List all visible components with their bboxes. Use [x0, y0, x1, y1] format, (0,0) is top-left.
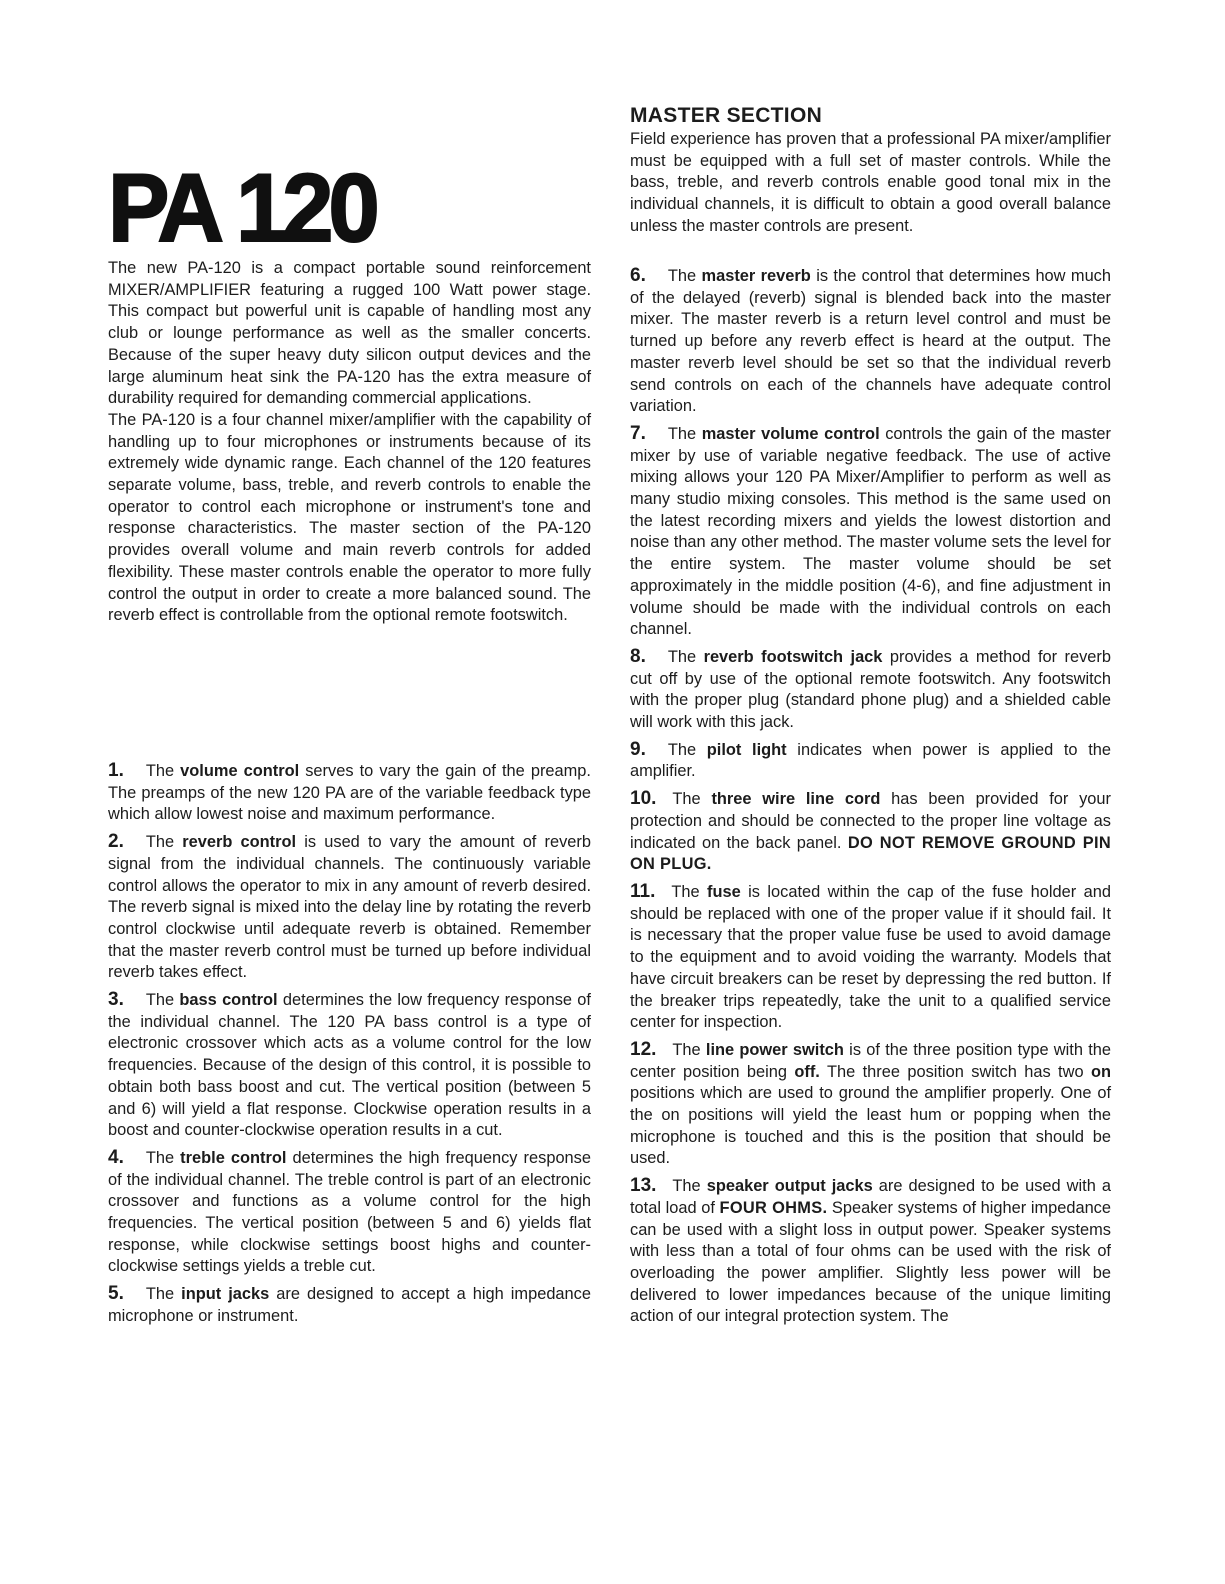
list-item: 9. The pilot light indicates when power is applied to the amplifier.: [630, 738, 1112, 781]
item-keyword: treble control: [180, 1148, 287, 1167]
list-item: 2. The reverb control is used to vary the amount of reverb signal from the individual channels. The continuously variable control allows the operator to mix in any amount of reverb desired. The reverb signal is mixed into the delay line by rotating the reverb control clockwise until adequate reverb is obtained. Remember that the master reverb control must be turned up before individual reverb takes effect.: [108, 831, 591, 982]
list-item: 7. The master volume control controls the gain of the master mixer by use of variable negative feedback. The use of active mixing allows your 120 PA Mixer/Amplifier to perform as well as many studio mixing consoles. This method is the same used on the latest recording mixers and yields the lowest distortion and noise than any other method. The master volume sets the level for the entire system. The master volume should be set approximately in the middle position (4-6), and fine adjustment in volume should be made with the individual controls on each channel.: [630, 422, 1111, 639]
load-spec: FOUR OHMS.: [719, 1198, 828, 1217]
list-item: 4. The treble control determines the high frequency response of the individual channel. The treble control is part of an electronic crossover and functions as a volume control for the high frequencies. The vertical position (between 5 and 6) yields flat response, while clockwise settings boost highs and counter-clockwise settings yields a treble cut.: [108, 1146, 591, 1276]
item-keyword: pilot light: [706, 740, 787, 759]
master-intro-paragraph: Field experience has proven that a professional PA mixer/amplifier must be equipped with a full set of master controls. While the bass, treble, and reverb controls enable good tonal mix in the individual channels, it is difficult to obtain a good overall balance unless the master controls are present.: [630, 130, 1111, 235]
page-title: PA 120: [108, 154, 375, 262]
list-item: 11. The fuse is located within the cap of the fuse holder and should be replaced with one of the proper value if it should fail. It is necessary that the proper value fuse be used to avoid damage to the equipment and to avoid voiding the warranty. Models that have circuit breakers can be reset by depressing the red button. If the breaker trips repeatedly, take the unit to a qualified service center for inspection.: [630, 880, 1111, 1032]
list-item: 3. The bass control determines the low frequency response of the individual channel. The 120 PA bass control is a type of electronic crossover which acts as a volume control for the low frequencies. Because of the design of this control, it is possible to obtain both bass boost and cut. The vertical position (between 5 and 6) will yield a flat response. Clockwise operation results in a boost and counter-clockwise operation results in a cut.: [108, 989, 591, 1140]
controls-list-right: [630, 265, 1111, 1333]
list-item: 5. The input jacks are designed to accept a high impedance microphone or instrument.: [108, 1283, 591, 1325]
item-keyword: input jacks: [181, 1285, 270, 1304]
list-item: 1. The volume control serves to vary the gain of the preamp. The preamps of the new 120 PA are of the variable feedback type which allow lowest noise and maximum performance.: [108, 760, 591, 824]
intro-paragraph-2: The PA-120 is a four channel mixer/amplifier with the capability of handling up to four microphones or instruments because of its extremely wide dynamic range. Each channel of the 120 features separate volume, bass, treble, and reverb controls to enable the operator to control each microphone or instrument's tone and response characteristics. The master section of the PA-120 provides overall volume and main reverb controls for added flexibility. These master controls enable the operator to more fully control the output in order to create a more balanced sound. The reverb effect is controllable from the optional remote footswitch.: [108, 410, 591, 625]
item-number: 9.: [630, 738, 646, 760]
section-heading: MASTER SECTION: [630, 104, 823, 127]
item-number: 7.: [630, 422, 646, 444]
item-keyword: line power switch: [705, 1040, 844, 1059]
master-intro: [630, 129, 1111, 238]
item-keyword: fuse: [707, 882, 741, 901]
warning-text: DO NOT REMOVE GROUND PIN ON PLUG.: [630, 833, 1111, 874]
item-number: 2.: [108, 831, 124, 853]
list-item: 12. The line power switch is of the three position type with the center position being off. The three position switch has two on positions which are used to ground the amplifier properly. One of the on positions will yield the least hum or popping when the microphone is touched and this is the position that should be used.: [630, 1038, 1111, 1168]
list-item: 8. The reverb footswitch jack provides a method for reverb cut off by use of the optional remote footswitch. Any footswitch with the proper plug (standard phone plug) and a shielded cable will work with this jack.: [630, 645, 1111, 732]
item-number: 6.: [630, 265, 646, 286]
item-number: 3.: [108, 989, 124, 1011]
item-keyword: volume control: [180, 762, 300, 780]
item-number: 8.: [630, 645, 646, 667]
list-item: 13. The speaker output jacks are designed to be used with a total load of FOUR OHMS. Speaker systems of higher impedance can be used with a slight loss in output power. Speaker systems with less than a total of four ohms can be used with the risk of overloading the power amplifier. Slightly less power will be delivered to lower impedances because of the unique limiting action of our integral protection system. The: [630, 1175, 1111, 1326]
intro-section: [108, 258, 591, 627]
item-keyword: master reverb: [701, 267, 811, 285]
item-number: 11.: [630, 880, 656, 902]
item-number: 10.: [630, 788, 657, 810]
intro-paragraph-1: The new PA-120 is a compact portable sound reinforcement MIXER/AMPLIFIER featuring a rugged 100 Watt power stage. This compact but powerful unit is capable of handling most any club or lounge performance as well as the smaller concerts. Because of the super heavy duty silicon output devices and the large aluminum heat sink the PA-120 has the extra measure of durability required for demanding commercial applications.: [108, 259, 591, 408]
item-keyword: reverb footswitch jack: [703, 647, 883, 666]
item-number: 5.: [108, 1283, 124, 1305]
item-keyword: reverb control: [182, 833, 297, 852]
item-number: 1.: [108, 760, 124, 781]
list-item: 10. The three wire line cord has been provided for your protection and should be connected to the proper line voltage as indicated on the back panel. DO NOT REMOVE GROUND PIN ON PLUG.: [630, 788, 1111, 874]
item-keyword: three wire line cord: [711, 790, 881, 809]
list-item: 6. The master reverb is the control that determines how much of the delayed (reverb) signal is blended back into the master mixer. The master reverb is a return level control and must be turned up before any reverb effect is heard at the output. The master reverb level should be set so that the individual reverb send controls on each of the channels have adequate control variation.: [630, 265, 1111, 416]
item-keyword: bass control: [179, 991, 278, 1010]
controls-list-left: [108, 760, 591, 1333]
item-number: 12.: [630, 1038, 657, 1060]
item-number: 4.: [108, 1146, 124, 1168]
item-number: 13.: [630, 1175, 657, 1197]
item-keyword: speaker output jacks: [706, 1177, 873, 1196]
item-keyword: master volume control: [701, 424, 880, 443]
